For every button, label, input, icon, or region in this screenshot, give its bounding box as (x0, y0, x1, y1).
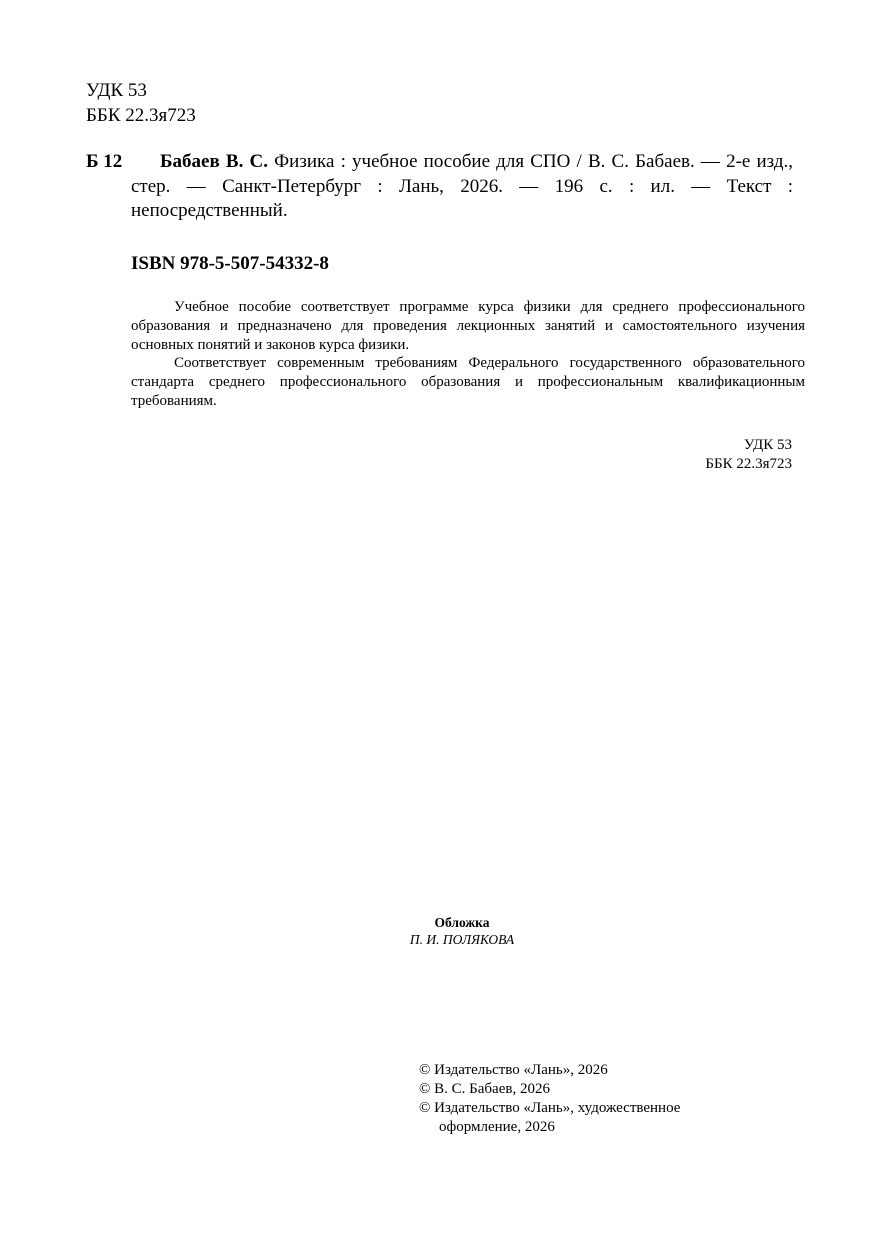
annotation-paragraph: Учебное пособие соответствует программе курса физики для среднего профессионального образования и предназначено для проведения лекционных занятий и самостоятельного изучения основных понятий и законов курса физики. (131, 299, 805, 353)
top-classification-codes (86, 78, 196, 128)
right-classification-codes (640, 436, 792, 474)
top-udk-code: УДК 53 (86, 80, 147, 101)
top-bbk-code: ББК 22.3я723 (86, 105, 196, 126)
author-mark: Б 12 (86, 151, 123, 172)
author-name: Бабаев В. С. (160, 151, 268, 172)
cover-designer: П. И. ПОЛЯКОВА (409, 932, 515, 947)
copyright-line: © Издательство «Лань», 2026 (419, 1062, 608, 1078)
copyright-line: © Издательство «Лань», художественное (419, 1100, 681, 1116)
cover-label: Обложка (434, 915, 490, 930)
right-udk-code: УДК 53 (743, 437, 792, 453)
right-bbk-code: ББК 22.3я723 (705, 456, 792, 472)
isbn: ISBN 978-5-507-54332-8 (131, 253, 329, 274)
annotation-paragraph: Соответствует современным требованиям Федерального государственного образовательного стандарта среднего профессионального образования и профессиональным квалификационным требованиям. (131, 355, 805, 409)
bibliographic-details: Физика : учебное пособие для СПО / В. С. Бабаев. — 2-е изд., стер. — Санкт-Петербург : Лань, 2026. — 196 с. : ил. — Текст : непосредственный. (131, 151, 794, 221)
annotation (131, 298, 805, 411)
copyright-line: © В. С. Бабаев, 2026 (419, 1081, 550, 1097)
cover-credit (362, 914, 562, 948)
copyright-block (419, 1061, 680, 1137)
bibliographic-description (131, 150, 793, 224)
copyright-line: оформление, 2026 (439, 1119, 555, 1135)
